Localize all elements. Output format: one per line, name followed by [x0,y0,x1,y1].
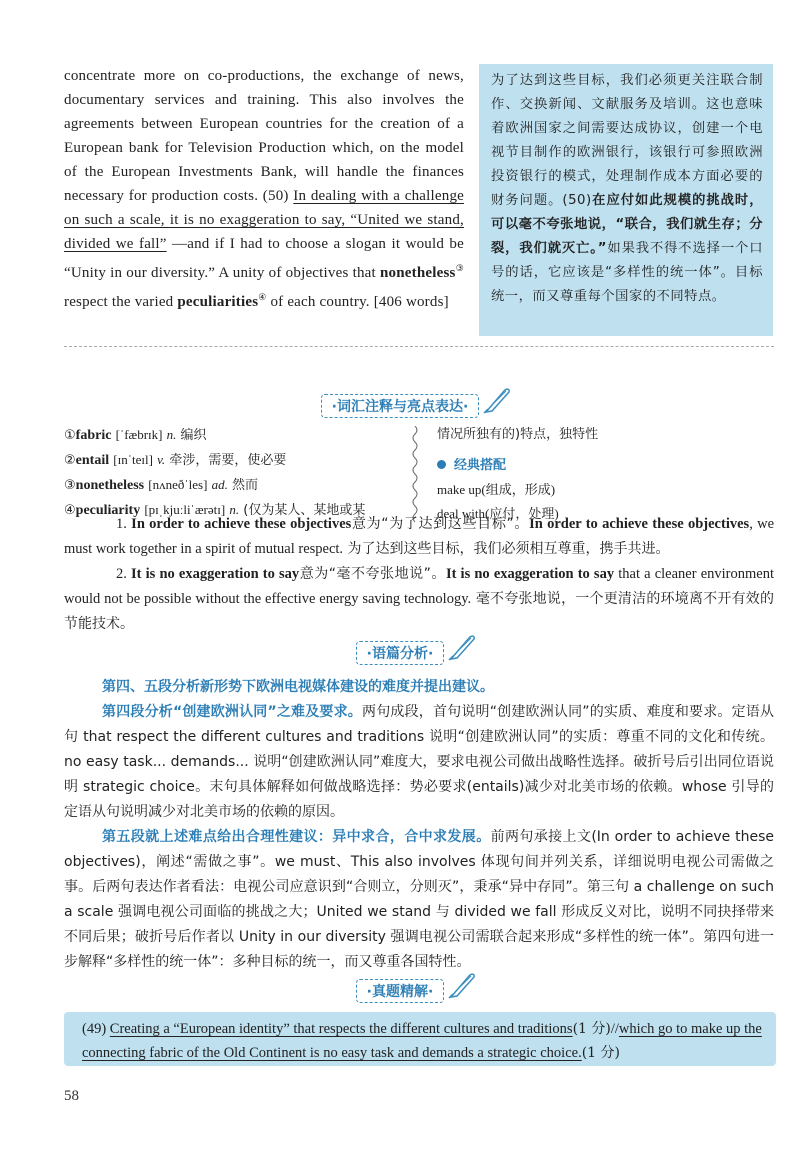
vocab-meaning: 牵涉，需要，使必要 [169,453,287,468]
passage-text [64,64,464,314]
exam-part-1: Creating a “European identity” that respects the different cultures and traditions [109,1021,573,1037]
exam-section-title-text: ·真题精解· [366,984,434,1000]
vocab-item [64,473,404,498]
vocab-meaning: (仅为某人、某地或某 [243,503,366,518]
vocab-list [64,423,404,523]
vocab-phonetic: [pɪˌkjuːliˈærətɪ] [144,502,226,517]
vocab-num: ④ [64,503,76,518]
collocation-item: make up(组成，形成) [437,482,556,497]
keyword-nonetheless: nonetheless [380,265,456,281]
highlight-item-1 [64,512,774,562]
vocab-meaning: 然而 [231,478,258,493]
highlight-example: , we must work together in a spirit of mutual respect. [64,516,775,557]
analysis-p5-heading: 第五段就上述难点给出合理性建议：异中求合，合中求发展。 [102,829,491,845]
exam-explanation-box [64,1012,776,1066]
footnote-marker: ③ [455,263,464,273]
highlight-num: 2. [116,566,132,582]
vocab-pos: ad. [211,477,228,492]
vocab-meaning: 编织 [180,428,207,443]
footnote-marker: ④ [258,292,267,302]
exam-part-2: which go to make up the connecting fabric of the Old Continent is no easy task and demands a strategic choice. [82,1021,762,1061]
analysis-section-title [356,641,445,665]
vocab-num: ① [64,428,76,443]
collocation-heading-text: 经典搭配 [454,458,507,473]
highlight-example-keyword: In order to achieve these objectives [529,516,750,532]
wavy-divider-icon [410,426,420,522]
highlight-example-keyword: It is no exaggeration to say [445,566,615,582]
exam-section-title [356,979,445,1003]
vocab-right-column [437,423,767,526]
translation-highlight: 在应付如此规模的挑战时，可以毫不夸张地说，“联合，我们就生存；分裂，我们就灭亡。” [491,193,764,256]
passage-underlined-sentence: In dealing with a challenge on such a scale, it is no exaggeration to say, “United we stand, divided we fall” [64,188,464,252]
keyword-peculiarities: peculiarities [177,294,259,310]
exam-num: (49) [82,1021,110,1037]
vocab-pos: n. [166,427,177,442]
translation-part: 为了达到这些目标，我们必须更关注联合制作、交换新闻、文献服务及培训。这也意味着欧洲国家之间需要达成协议，创建一个电视节目制作的欧洲银行，该银行可参照欧洲投资银行的模式，处理制作成本方面必要的财务问题。(50) [491,73,763,208]
analysis-p4-text: 两句成段，首句说明“创建欧洲认同”的实质、难度和要求。定语从句 that respect the different cultures and traditions 说明“创建欧洲认同”的实质：尊重不同的文化和传统。no easy task... demands... 说明“创建欧洲认同”难度大，要求电视公司做出战略性选择。破折号后引出同位语说明 strategic choice。末句具体解释如何做战略选择：势必要求(entails)减少对北美市场的依赖。whose 引导的定语从句说明减少对北美市场的依赖的原因。 [64,704,774,820]
vocab-pos: v. [157,452,166,467]
vocab-pos: n. [229,502,240,517]
vocab-section-title-text: ·词汇注释与亮点表达· [331,399,469,415]
analysis-paragraph-4 [64,700,774,825]
exam-score: (1 分) [581,1045,620,1061]
page-number: 58 [64,1088,79,1104]
analysis-section-header [0,641,800,665]
vocab-item [64,448,404,473]
analysis-p5-text: 前两句承接上文(In order to achieve these objectives)，阐述“需做之事”。we must、This also involves 体现句间并列关系，详细说明电视公司需做之事。后两句表达作者看法：电视公司应意识到“合则立，分则灭”，秉承“异中存同”。第三句 a challenge on such a scale 强调电视公司面临的挑战之大；United we stand 与 divided we fall 形成反义对比，说明不同抉择带来不同后果；破折号后作者以 Unity in our diversity 强调电视公司需联合起来形成“多样性的统一体”。第四句进一步解释“多样性的统一体”：多种目标的统一，而又尊重各国特性。 [64,829,774,970]
bullet-icon [437,460,446,469]
vocab-phonetic: [ɪnˈteɪl] [113,452,153,467]
vocab-num: ③ [64,478,76,493]
exam-section-header [0,979,800,1003]
analysis-heading-text: 第四、五段分析新形势下欧洲电视媒体建设的难度并提出建议。 [102,679,494,695]
vocab-word: nonetheless [75,478,145,493]
quill-pen-icon [482,385,512,415]
exam-separator: // [610,1021,619,1037]
vocab-word: entail [75,453,110,468]
quill-pen-icon [447,970,477,1000]
vocab-section-header [0,394,800,418]
vocab-continuation: 情况所独有的)特点，独特性 [437,427,599,442]
exam-score: (1 分) [572,1021,611,1037]
highlight-example: that a cleaner environment would not be possible without the effective energy saving technology. [64,566,774,607]
highlight-item-2 [64,562,774,637]
collocation-item: deal with(应付，处理) [437,506,559,521]
translation-part: 如果我不得不选择一个口号的话，它应该是“多样性的统一体”。目标统一，而又尊重每个国家的不同特点。 [491,241,764,304]
translation-box [479,64,773,336]
vocab-num: ② [64,453,76,468]
analysis-section-title-text: ·语篇分析· [366,646,434,662]
vocab-word: peculiarity [75,503,141,518]
vocab-phonetic: [ˈfæbrɪk] [115,427,163,442]
highlight-keyword: It is no exaggeration to say [131,566,300,582]
passage-part: respect the varied [64,294,178,310]
passage-part: —and if I had to choose a slogan it would be “Unity in our diversity.” A unity of objectives that [64,236,464,281]
analysis-heading [64,675,774,700]
collocation-heading [437,454,767,478]
highlight-keyword: In order to achieve these objectives [131,516,352,532]
highlight-meaning: 意为“为了达到这些目标”。 [351,516,530,532]
passage-part: concentrate more on co-productions, the exchange of news, documentary services and training. This also involves the agreements between European countries for the creation of a European bank for Television Production which, on the model of the European Investments Bank, will handle the finances necessary for production costs. (50) [64,68,464,204]
quill-pen-icon [447,632,477,662]
vocab-word: fabric [75,428,112,443]
vocab-item [64,423,404,448]
highlight-example-translation: 毫不夸张地说，一个更清洁的环境离不开有效的节能技术。 [64,591,775,632]
vocab-phonetic: [nʌneðˈles] [148,477,208,492]
vocab-section-title [321,394,480,418]
divider [64,346,774,347]
highlight-example-translation: 为了达到这些目标，我们必须相互尊重，携手共进。 [347,541,670,557]
passage-part: of each country. [406 words] [266,294,449,310]
analysis-paragraph-5 [64,825,774,975]
highlight-meaning: 意为“毫不夸张地说”。 [299,566,446,582]
analysis-p4-heading: 第四段分析“创建欧洲认同”之难及要求。 [102,704,362,720]
highlight-num: 1. [116,516,132,532]
